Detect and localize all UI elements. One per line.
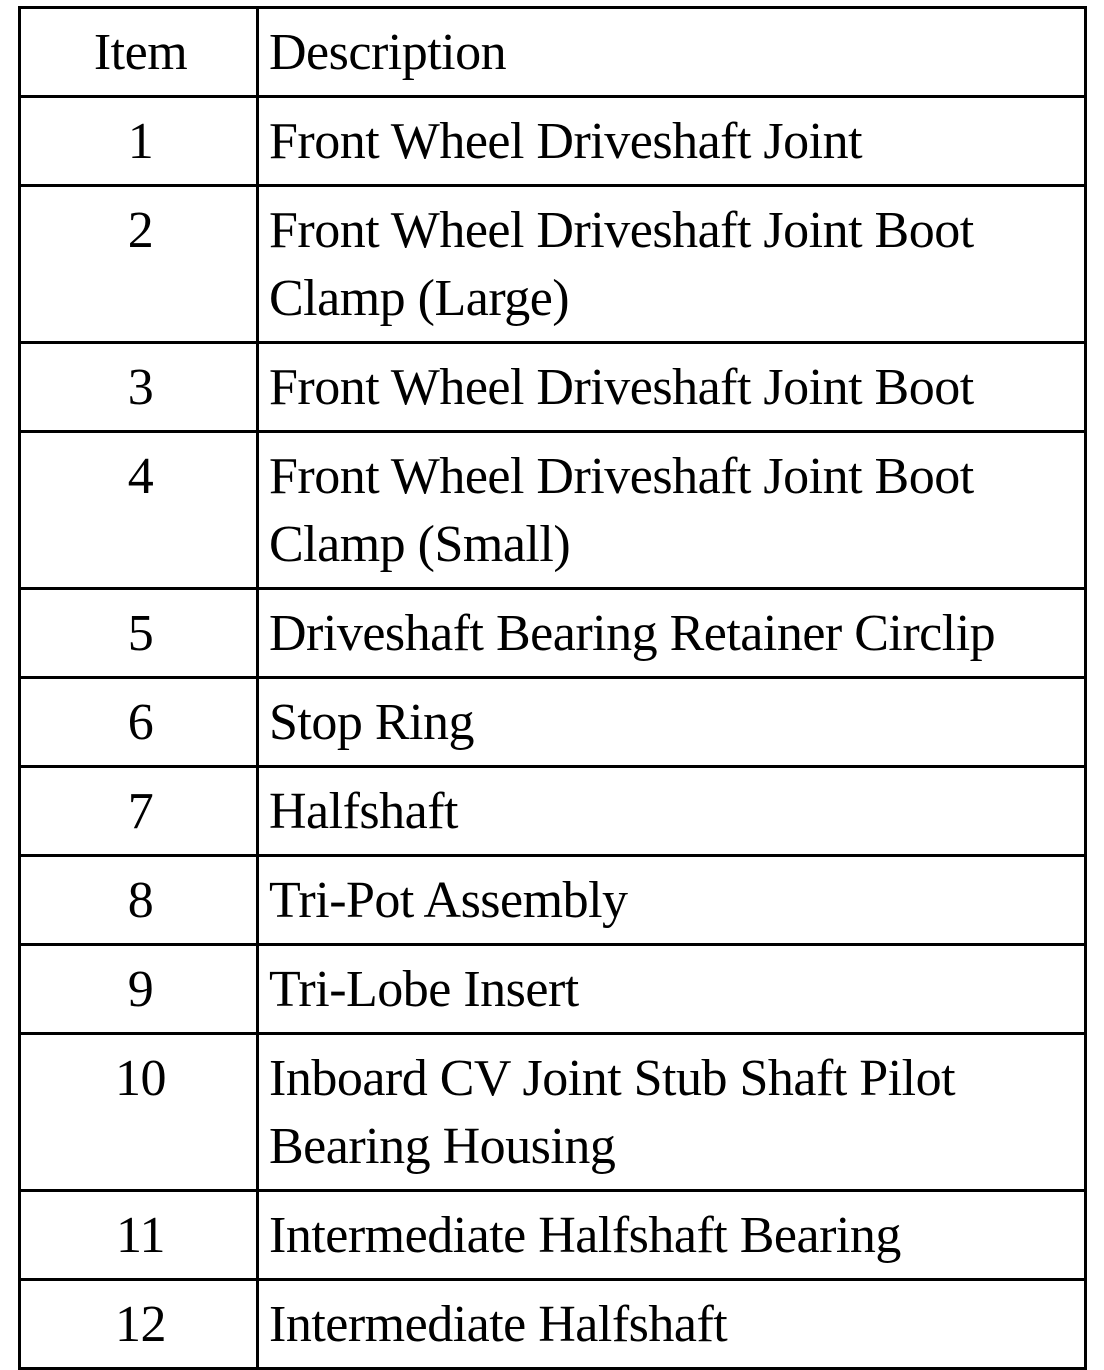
table-row [20,856,1086,945]
item-description: Halfshaft [258,767,1086,856]
item-description: Front Wheel Driveshaft Joint Boot [258,343,1086,432]
item-description: Tri-Lobe Insert [258,945,1086,1034]
item-number: 11 [20,1191,258,1280]
item-number: 9 [20,945,258,1034]
table-row [20,1034,1086,1191]
header-row [20,8,1086,97]
table-row [20,678,1086,767]
table-row [20,1191,1086,1280]
table-row [20,1280,1086,1369]
item-number: 6 [20,678,258,767]
item-number: 7 [20,767,258,856]
header-item: Item [20,8,258,97]
table-row [20,97,1086,186]
table-row [20,343,1086,432]
table-row [20,589,1086,678]
item-number: 2 [20,186,258,343]
item-number: 8 [20,856,258,945]
item-number: 12 [20,1280,258,1369]
item-description: Front Wheel Driveshaft Joint Boot Clamp (Large) [258,186,1086,343]
parts-table [18,6,1087,1370]
table-row [20,767,1086,856]
item-description: Intermediate Halfshaft [258,1280,1086,1369]
item-description: Inboard CV Joint Stub Shaft Pilot Bearing Housing [258,1034,1086,1191]
table-row [20,432,1086,589]
item-description: Intermediate Halfshaft Bearing [258,1191,1086,1280]
item-number: 4 [20,432,258,589]
item-number: 10 [20,1034,258,1191]
item-description: Front Wheel Driveshaft Joint [258,97,1086,186]
item-number: 1 [20,97,258,186]
table-row [20,186,1086,343]
item-description: Driveshaft Bearing Retainer Circlip [258,589,1086,678]
header-description: Description [258,8,1086,97]
item-description: Tri-Pot Assembly [258,856,1086,945]
item-description: Stop Ring [258,678,1086,767]
item-number: 5 [20,589,258,678]
item-number: 3 [20,343,258,432]
item-description: Front Wheel Driveshaft Joint Boot Clamp (Small) [258,432,1086,589]
table-row [20,945,1086,1034]
